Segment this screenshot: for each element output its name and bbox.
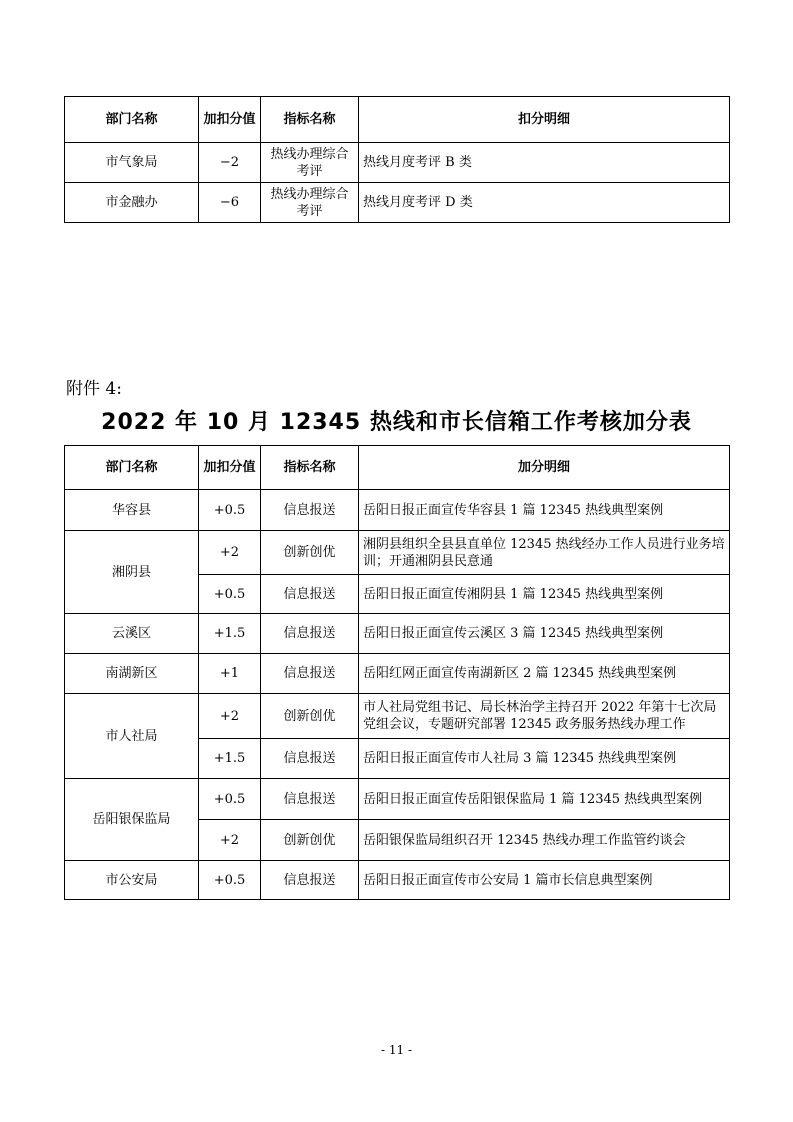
score-cell: +0.5 [199,575,261,614]
detail-cell: 岳阳日报正面宣传岳阳银保监局 1 篇 12345 热线典型案例 [359,779,730,820]
indicator-cell: 热线办理综合考评 [261,183,359,223]
page-number: - 11 - [380,1043,412,1057]
detail-cell: 热线月度考评 D 类 [359,183,730,223]
detail-cell: 热线月度考评 B 类 [359,143,730,183]
detail-cell: 湘阴县组织全县县直单位 12345 热线经办工作人员进行业务培训；开通湘阴县民意通 [359,531,730,575]
deduction-table [64,96,730,223]
indicator-cell: 信息报送 [261,654,359,694]
table-row [65,694,730,739]
table-row [65,183,730,223]
header-detail: 扣分明细 [359,97,730,143]
score-cell: +1.5 [199,739,261,779]
score-cell: −2 [199,143,261,183]
indicator-cell: 信息报送 [261,575,359,614]
table-row [65,861,730,900]
bonus-table [64,445,730,900]
indicator-cell: 创新创优 [261,820,359,861]
score-cell: +2 [199,820,261,861]
indicator-cell: 热线办理综合考评 [261,143,359,183]
detail-cell: 岳阳日报正面宣传云溪区 3 篇 12345 热线典型案例 [359,614,730,654]
header-score: 加扣分值 [199,97,261,143]
table-row [65,614,730,654]
detail-cell: 市人社局党组书记、局长林治学主持召开 2022 年第十七次局党组会议，专题研究部署 12345 政务服务热线办理工作 [359,694,730,739]
dept-cell: 云溪区 [65,614,199,654]
detail-cell: 岳阳日报正面宣传市人社局 3 篇 12345 热线典型案例 [359,739,730,779]
dept-cell: 市气象局 [65,143,199,183]
page-title: 2022 年 10 月 12345 热线和市长信箱工作考核加分表 [101,410,692,435]
header-score: 加扣分值 [199,446,261,490]
detail-cell: 岳阳银保监局组织召开 12345 热线办理工作监管约谈会 [359,820,730,861]
header-detail: 加分明细 [359,446,730,490]
indicator-cell: 信息报送 [261,490,359,531]
dept-cell: 市公安局 [65,861,199,900]
header-indicator: 指标名称 [261,97,359,143]
attachment-label: 附件 4: [66,379,122,399]
detail-cell: 岳阳红网正面宣传南湖新区 2 篇 12345 热线典型案例 [359,654,730,694]
score-cell: +0.5 [199,861,261,900]
indicator-cell: 信息报送 [261,739,359,779]
score-cell: +0.5 [199,490,261,531]
header-indicator: 指标名称 [261,446,359,490]
dept-cell: 湘阴县 [65,531,199,614]
indicator-cell: 信息报送 [261,614,359,654]
dept-cell: 市人社局 [65,694,199,779]
dept-cell: 市金融办 [65,183,199,223]
score-cell: +1 [199,654,261,694]
dept-cell: 华容县 [65,490,199,531]
header-dept: 部门名称 [65,446,199,490]
score-cell: +2 [199,694,261,739]
detail-cell: 岳阳日报正面宣传湘阴县 1 篇 12345 热线典型案例 [359,575,730,614]
table-row [65,143,730,183]
dept-cell: 南湖新区 [65,654,199,694]
score-cell: +1.5 [199,614,261,654]
indicator-cell: 创新创优 [261,531,359,575]
table-row [65,531,730,575]
table-row [65,490,730,531]
table-row [65,779,730,820]
header-dept: 部门名称 [65,97,199,143]
detail-cell: 岳阳日报正面宣传市公安局 1 篇市长信息典型案例 [359,861,730,900]
detail-cell: 岳阳日报正面宣传华容县 1 篇 12345 热线典型案例 [359,490,730,531]
indicator-cell: 创新创优 [261,694,359,739]
dept-cell: 岳阳银保监局 [65,779,199,861]
score-cell: +2 [199,531,261,575]
indicator-cell: 信息报送 [261,779,359,820]
score-cell: +0.5 [199,779,261,820]
table-row [65,654,730,694]
indicator-cell: 信息报送 [261,861,359,900]
score-cell: −6 [199,183,261,223]
